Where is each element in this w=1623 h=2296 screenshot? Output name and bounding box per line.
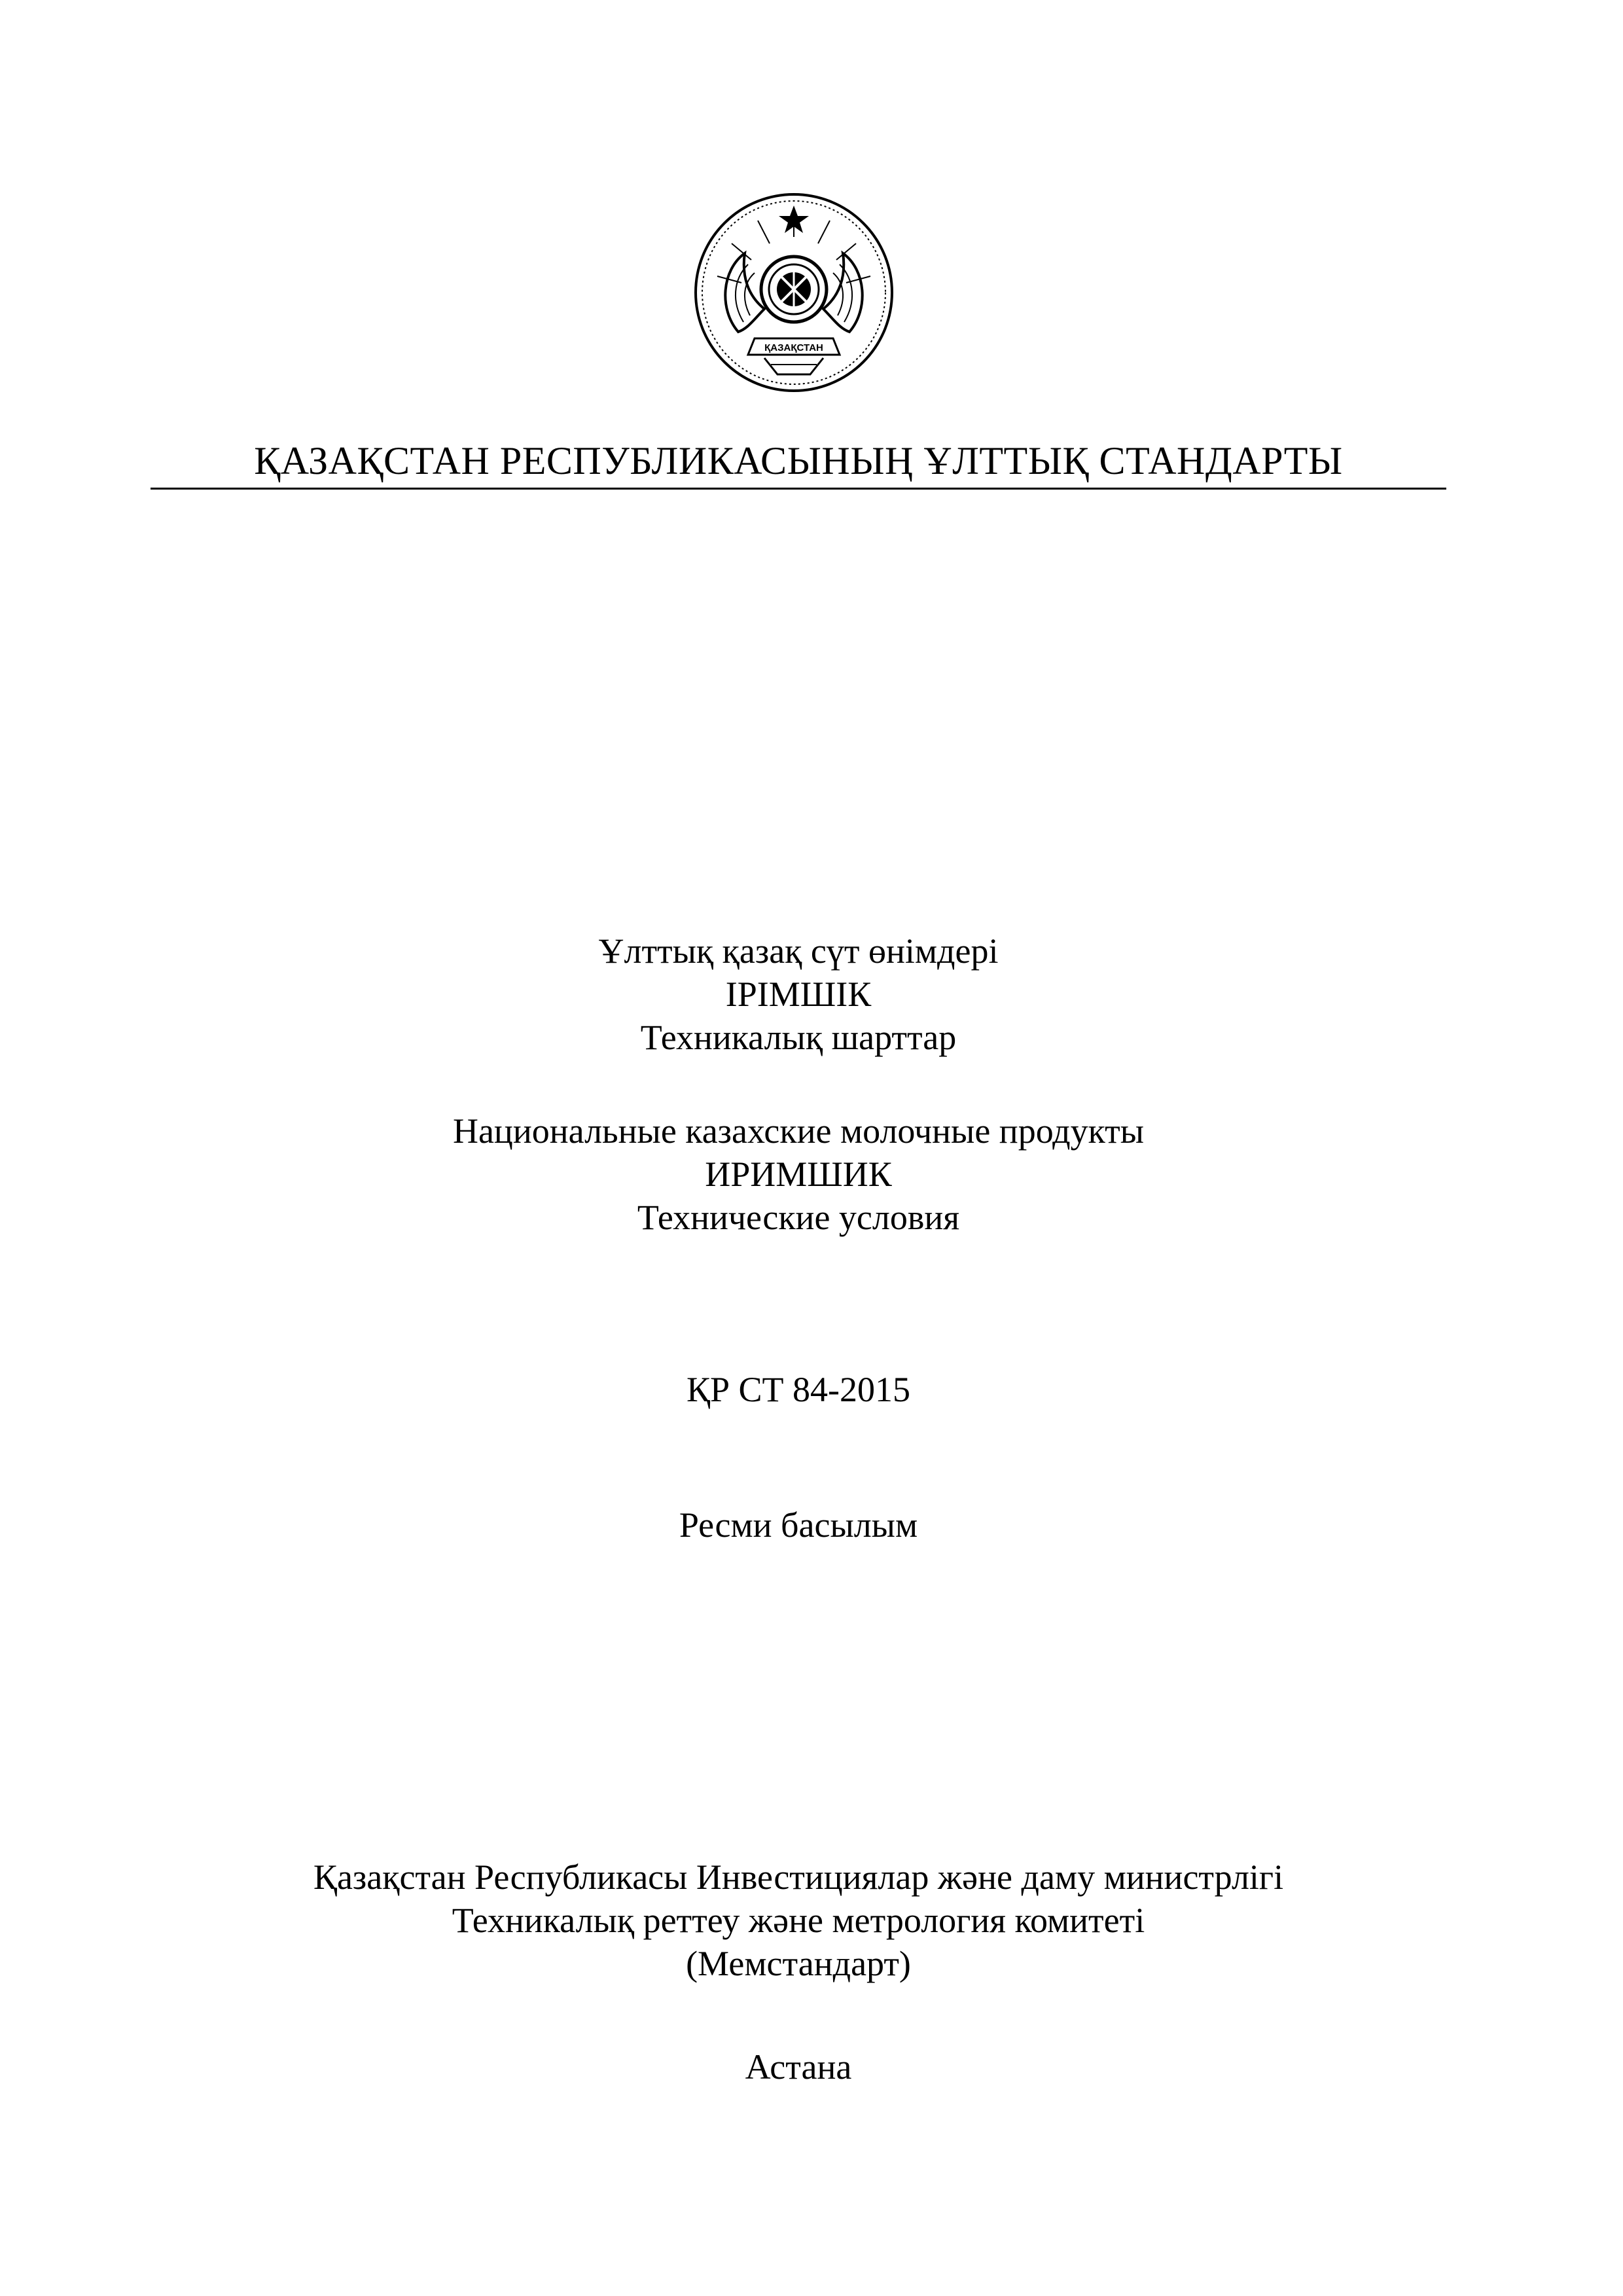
publisher-block: [151, 1856, 1446, 1985]
title-kk-subtitle: Техникалық шарттар: [640, 1018, 957, 1057]
title-kk-product: ІРІМШІК: [725, 975, 872, 1014]
title-ru-category: Национальные казахские молочные продукты: [452, 1111, 1145, 1151]
publisher-short-name: (Мемстандарт): [686, 1944, 911, 1983]
header-divider: [151, 488, 1446, 490]
publisher-committee: Техникалық реттеу және метрология комитеті: [452, 1901, 1145, 1940]
publication-city: Астана: [745, 2047, 852, 2087]
national-standard-header: ҚАЗАҚСТАН РЕСПУБЛИКАСЫНЫҢ ҰЛТТЫҚ СТАНДАРТЫ: [254, 439, 1343, 482]
state-emblem-icon: [692, 191, 895, 394]
svg-text:ҚАЗАҚСТАН: ҚАЗАҚСТАН: [764, 342, 823, 353]
publisher-ministry: Қазақстан Республикасы Инвестициялар және даму министрлігі: [313, 1857, 1284, 1897]
standard-code: ҚР СТ 84-2015: [686, 1370, 911, 1409]
title-block-kazakh: [151, 929, 1446, 1059]
edition-label: Ресми басылым: [679, 1505, 918, 1545]
title-block-russian: [151, 1109, 1446, 1239]
title-ru-product: ИРИМШИК: [705, 1155, 892, 1194]
title-kk-category: Ұлттық қазақ сүт өнімдері: [598, 931, 999, 971]
title-ru-subtitle: Технические условия: [637, 1198, 960, 1237]
